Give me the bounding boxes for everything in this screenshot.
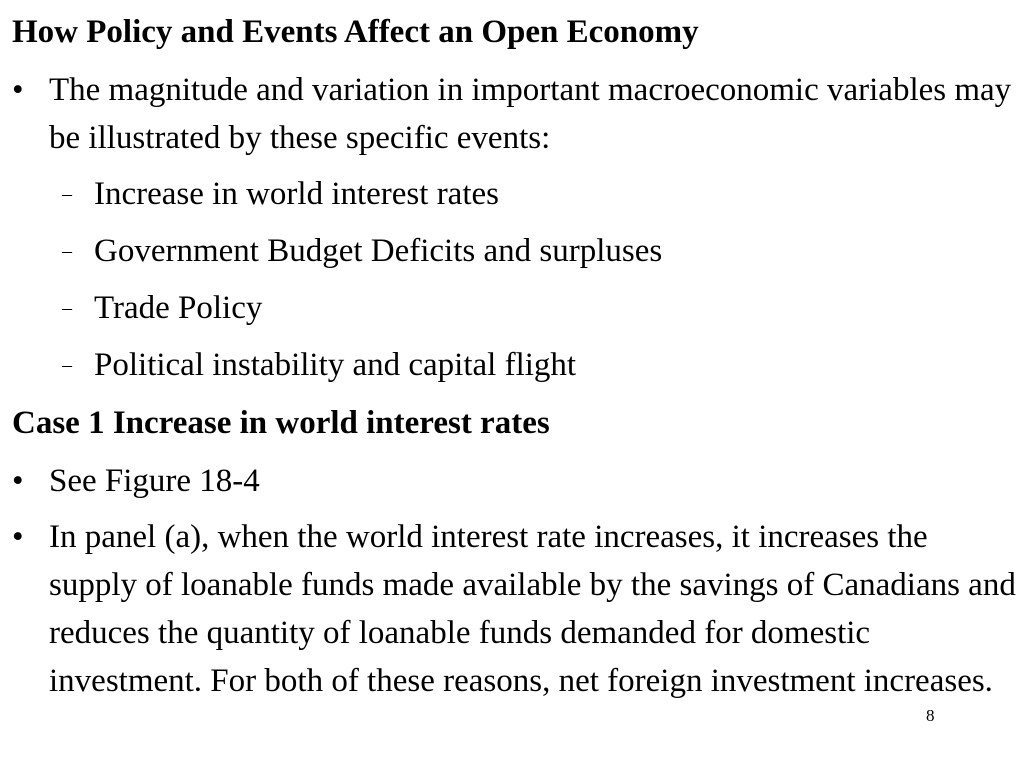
dash-icon: –: [62, 240, 72, 262]
bullet-icon: •: [12, 463, 24, 499]
event-item-text: Political instability and capital flight: [94, 347, 577, 383]
event-item: [62, 345, 576, 385]
intro-bullet: [12, 66, 1016, 162]
event-item: [62, 288, 262, 328]
bullet-icon: •: [12, 519, 24, 555]
dash-icon: –: [62, 183, 72, 205]
event-item: [62, 231, 662, 271]
event-item: [62, 174, 499, 214]
bullet-icon: •: [12, 72, 24, 108]
event-item-text: Government Budget Deficits and surpluses: [94, 233, 663, 269]
case-bullet: [12, 457, 1016, 505]
case-heading: Case 1 Increase in world interest rates: [12, 405, 550, 441]
intro-bullet-text: The magnitude and variation in important macroeconomic variables may be illustrated by these specific events:: [49, 72, 1012, 156]
dash-icon: –: [62, 354, 72, 376]
event-item-text: Increase in world interest rates: [94, 176, 499, 212]
case-bullet: [12, 513, 1016, 705]
slide-title: How Policy and Events Affect an Open Economy: [12, 14, 699, 50]
case-bullet-text: In panel (a), when the world interest rate increases, it increases the supply of loanable funds made available by the savings of Canadians and reduces the quantity of loanable funds demanded for domestic investment. For both of these reasons, net foreign investment increases.: [49, 519, 1016, 699]
dash-icon: –: [62, 297, 72, 319]
event-item-text: Trade Policy: [94, 290, 263, 326]
page-number: 8: [926, 706, 935, 725]
case-bullet-text: See Figure 18-4: [49, 463, 260, 499]
